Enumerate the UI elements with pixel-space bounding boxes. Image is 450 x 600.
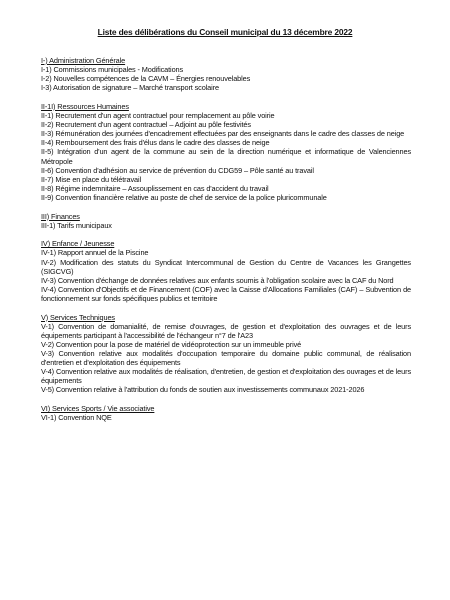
deliberation-item: V-5) Convention relative à l'attribution du fonds de soutien aux investissements communaux 2021-2026: [41, 385, 365, 395]
deliberation-item: III-1) Tarifs municipaux: [41, 220, 112, 230]
deliberation-item: I-3) Autorisation de signature – Marché transport scolaire: [41, 83, 219, 93]
section-title: VI) Services Sports / Vie associative: [41, 404, 155, 414]
deliberation-item: IV-1) Rapport annuel de la Piscine: [41, 248, 149, 258]
deliberation-item: VI-1) Convention NQE: [41, 413, 112, 423]
section-title: II-1I) Ressources Humaines: [41, 101, 129, 111]
section-finances: [41, 212, 411, 230]
deliberation-item: II-7) Mise en place du télétravail: [41, 174, 142, 184]
deliberation-item: II-8) Régime indemnitaire – Assouplissement en cas d'accident du travail: [41, 183, 269, 193]
deliberation-item: IV-2) Modification des statuts du Syndicat Intercommunal de Gestion du Centre de Vacances les Grangettes (SIGCVG): [41, 257, 411, 276]
section-sports-vie-associative: [41, 404, 411, 422]
deliberation-item: V-4) Convention relative aux modalités de réalisation, d'entretien, de gestion et d'exploitation des ouvrages et de leurs équipements: [41, 367, 411, 386]
document-title: Liste des délibérations du Conseil municipal du 13 décembre 2022: [97, 27, 353, 37]
deliberation-item: II-2) Recrutement d'un agent contractuel – Adjoint au pôle festivités: [41, 120, 251, 130]
section-administration-generale: [41, 56, 411, 92]
document-body: [41, 56, 411, 432]
deliberation-item: II-5) Intégration d'un agent de la commune au sein de la direction numérique et informatique de Valenciennes Métropole: [41, 147, 411, 166]
section-services-techniques: [41, 313, 411, 395]
deliberation-item: IV-4) Convention d'Objectifs et de Financement (COF) avec la Caisse d'Allocations Familiales (CAF) – Subvention de fonctionnement sur fonds spécifiques publics et territoire: [41, 284, 411, 303]
deliberation-item: V-3) Convention relative aux modalités d'occupation temporaire du domaine public communal, de réalisation d'entretien et d'exploitation des équipements: [41, 349, 411, 368]
section-ressources-humaines: [41, 102, 411, 202]
deliberation-item: II-6) Convention d'adhésion au service de prévention du CDG59 – Pôle santé au travail: [41, 165, 314, 175]
deliberation-item: I-1) Commissions municipales - Modifications: [41, 65, 184, 75]
deliberation-item: V-1) Convention de domanialité, de remise d'ouvrages, de gestion et d'exploitation des ouvrages et de leurs équipements participant à l'accessibilité de l'échangeur n°7 de l'A23: [41, 321, 411, 340]
section-title: III) Finances: [41, 211, 80, 221]
deliberation-item: V-2) Convention pour la pose de matériel de vidéoprotection sur un immeuble privé: [41, 339, 302, 349]
deliberation-item: II-4) Remboursement des frais d'élus dans le cadre des classes de neige: [41, 138, 270, 148]
deliberation-item: IV-3) Convention d'échange de données relatives aux enfants soumis à l'obligation scolaire avec la CAF du Nord: [41, 275, 394, 285]
section-enfance-jeunesse: [41, 239, 411, 303]
section-title: IV) Enfance / Jeunesse: [41, 239, 115, 249]
deliberation-item: I-2) Nouvelles compétences de la CAVM – Énergies renouvelables: [41, 74, 251, 84]
deliberation-item: II-9) Convention financière relative au poste de chef de service de la police pluricommunale: [41, 192, 327, 202]
deliberation-item: II-1) Recrutement d'un agent contractuel pour remplacement au pôle voirie: [41, 111, 275, 121]
section-title: V) Services Techniques: [41, 312, 115, 322]
section-title: I-) Administration Générale: [41, 56, 126, 65]
deliberation-item: II-3) Rémunération des journées d'encadrement effectuées par des enseignants dans le cadre des classes de neige: [41, 129, 405, 139]
